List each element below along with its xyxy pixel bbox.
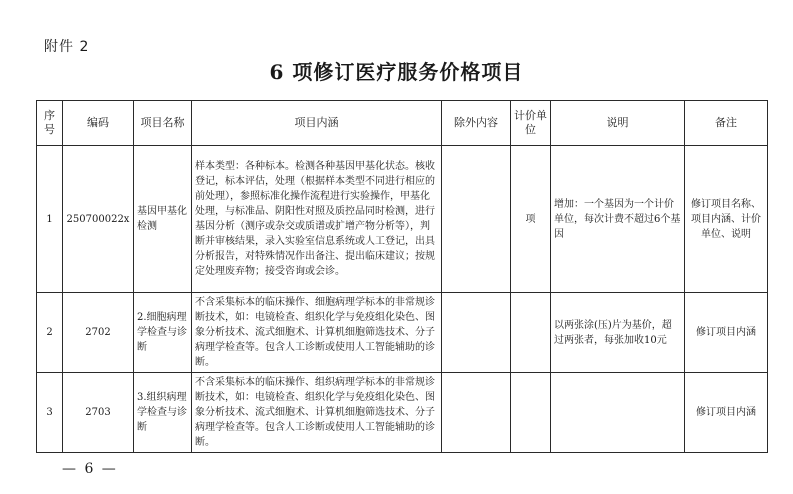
header-code: 编码 [63,101,134,146]
cell-exclusions [442,146,511,293]
cell-seq: 3 [37,373,63,453]
header-unit: 计价单位 [511,101,551,146]
cell-unit [511,293,551,373]
cell-notes [551,373,685,453]
table-row [37,293,768,373]
cell-notes: 以两张涂(压)片为基价，超过两张者，每张加收10元 [551,293,685,373]
page-number: — 6 — [62,461,118,477]
cell-unit [511,373,551,453]
document-title: 6 项修订医疗服务价格项目 [269,60,524,84]
cell-content: 样本类型：各种标本。检测各种基因甲基化状态。核收登记，标本评估，处理（根据样本类型不同进行相应的前处理），参照标准化操作流程进行实验操作，甲基化处理，与标准品、阴阳性对照及质控品同时检测，进行基因分析（测序或杂交或质谱或扩增产物分析等），判断并审核结果，录入实验室信息系统或人工登记，出具分析报告，对特殊情况作出备注、提出临床建议；按规定处理废弃物；接受咨询或会诊。 [192,146,442,293]
table-row [37,146,768,293]
cell-content: 不含采集标本的临床操作、组织病理学标本的非常规诊断技术，如：电镜检查、组织化学与免疫组化染色、图象分析技术、流式细胞术、计算机细胞筛选技术、分子病理学检查等。包含人工诊断或使用人工智能辅助的诊断。 [192,373,442,453]
cell-remarks: 修订项目内涵 [685,293,768,373]
cell-code: 250700022x [63,146,134,293]
header-notes: 说明 [551,101,685,146]
table-header-row [37,101,768,146]
cell-unit: 项 [511,146,551,293]
cell-seq: 1 [37,146,63,293]
cell-code: 2703 [63,373,134,453]
cell-name: 3.组织病理学检查与诊断 [134,373,192,453]
header-name: 项目名称 [134,101,192,146]
cell-name: 基因甲基化检测 [134,146,192,293]
cell-remarks: 修订项目名称、项目内涵、计价单位、说明 [685,146,768,293]
attachment-label: 附件 2 [44,39,90,55]
cell-seq: 2 [37,293,63,373]
cell-content: 不含采集标本的临床操作、细胞病理学标本的非常规诊断技术，如：电镜检查、组织化学与免疫组化染色、图象分析技术、流式细胞术、计算机细胞筛选技术、分子病理学检查等。包含人工诊断或使用人工智能辅助的诊断。 [192,293,442,373]
cell-exclusions [442,293,511,373]
price-items-table [36,100,768,453]
cell-notes: 增加：一个基因为一个计价单位，每次计费不超过6个基因 [551,146,685,293]
header-exclusions: 除外内容 [442,101,511,146]
header-remarks: 备注 [685,101,768,146]
header-seq: 序号 [37,101,63,146]
cell-name: 2.细胞病理学检查与诊断 [134,293,192,373]
cell-exclusions [442,373,511,453]
table-row [37,373,768,453]
cell-remarks: 修订项目内涵 [685,373,768,453]
cell-code: 2702 [63,293,134,373]
header-content: 项目内涵 [192,101,442,146]
